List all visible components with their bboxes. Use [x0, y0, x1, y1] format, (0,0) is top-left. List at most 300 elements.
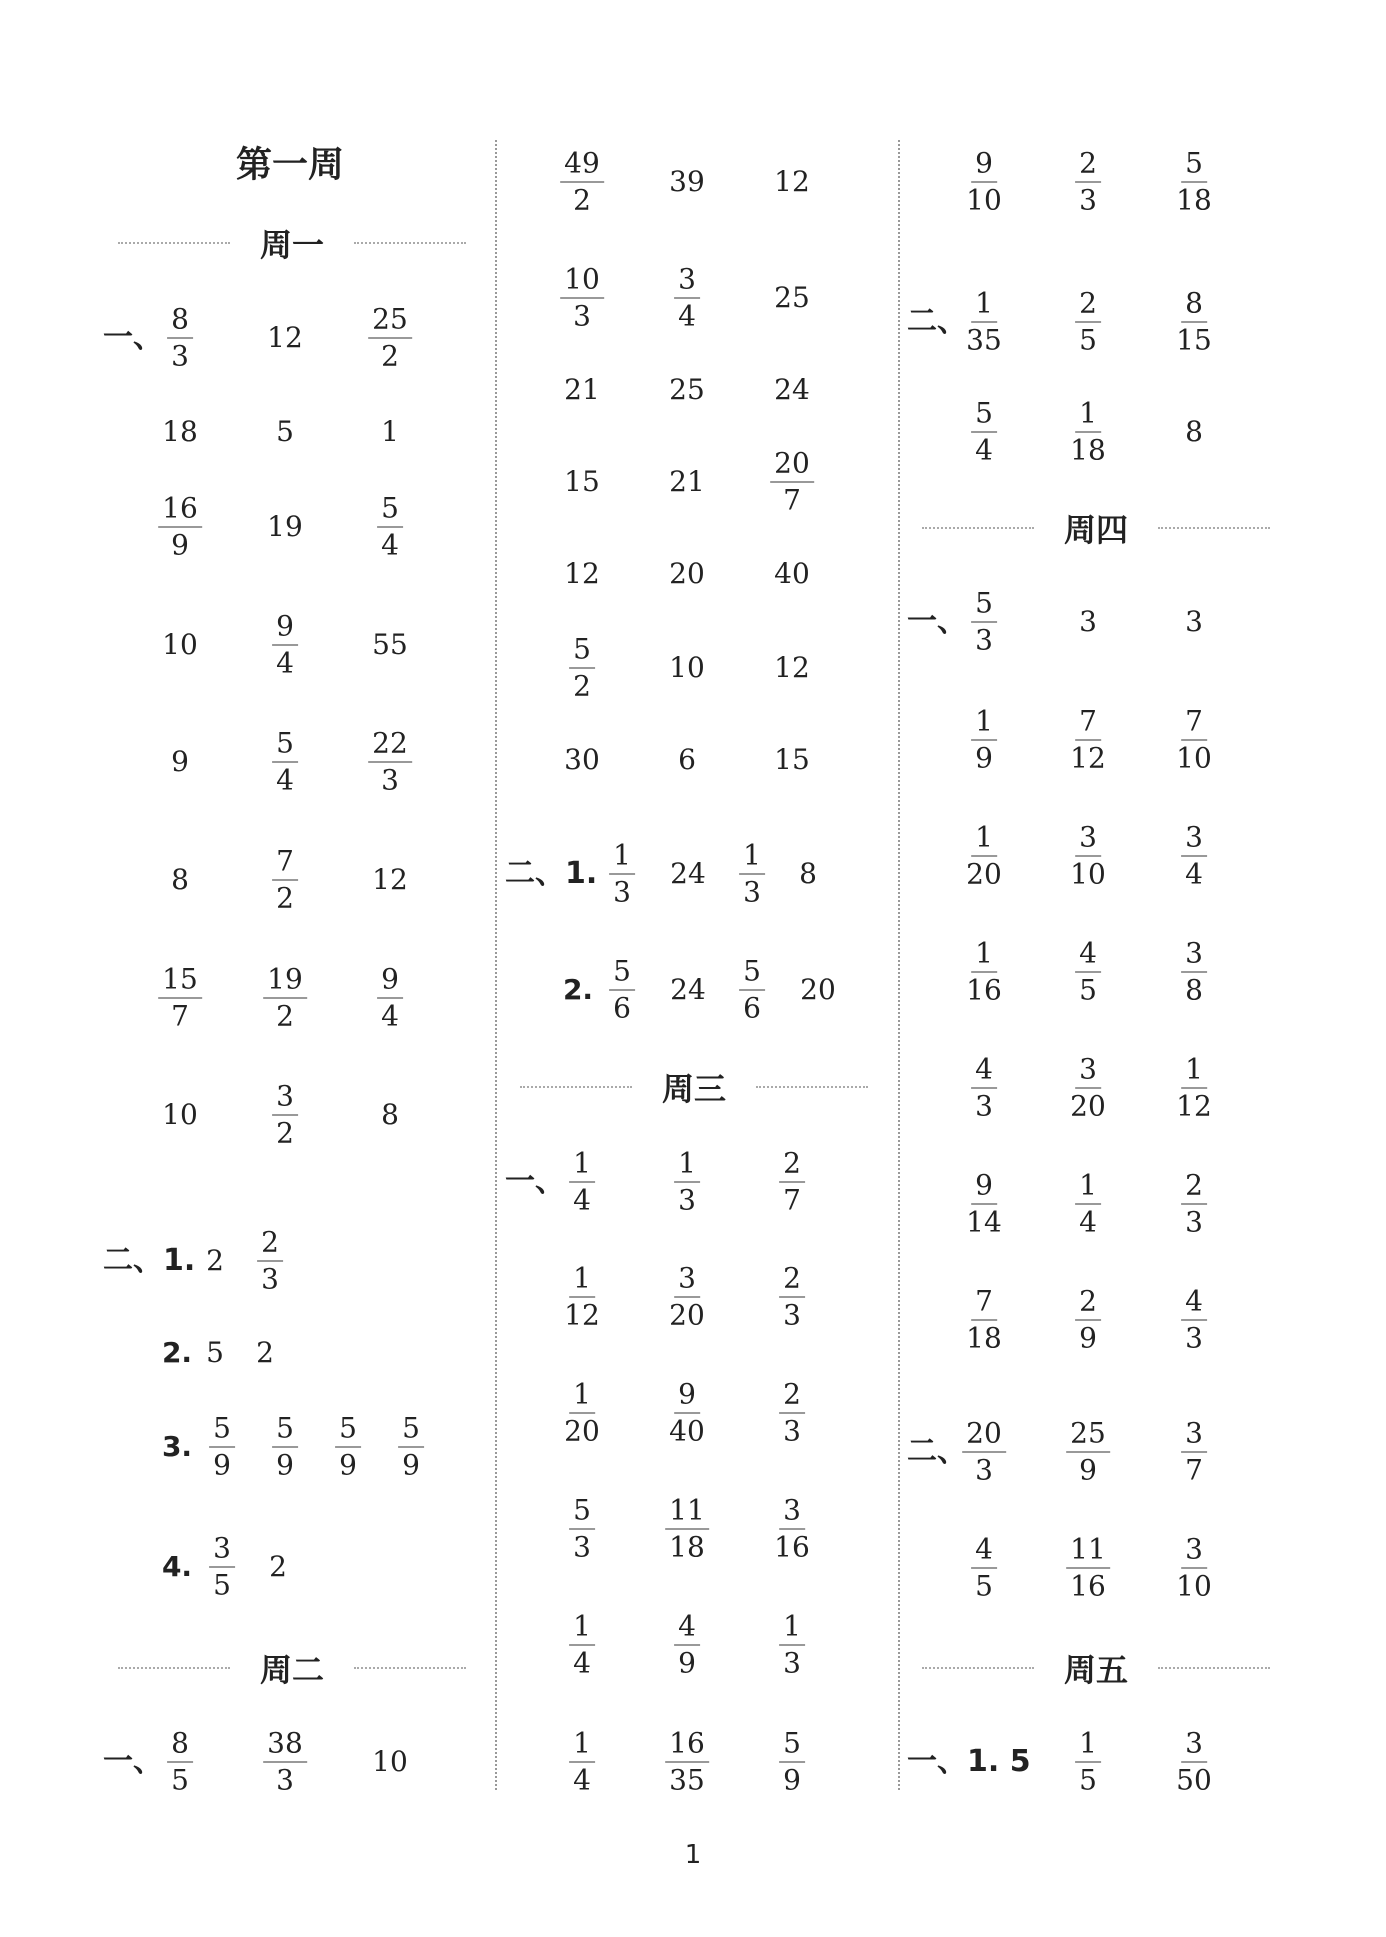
- fraction: [263, 962, 307, 1033]
- fraction: [674, 1146, 700, 1217]
- fraction: [1075, 1726, 1101, 1797]
- fraction: [272, 1411, 298, 1482]
- numerator: 5: [272, 730, 298, 763]
- numerator: 5: [609, 958, 635, 991]
- denominator: 4: [573, 1183, 591, 1217]
- numerator: 1: [1075, 1172, 1101, 1205]
- answer-value: 18: [162, 415, 198, 448]
- denominator: 40: [669, 1414, 705, 1448]
- denominator: 3: [613, 875, 631, 909]
- denominator: 3: [381, 763, 399, 797]
- fraction: [377, 962, 403, 1033]
- answer-value: 2: [269, 1550, 287, 1583]
- numerator: 3: [1075, 1056, 1101, 1089]
- numerator: 8: [167, 1730, 193, 1763]
- denominator: 9: [402, 1448, 420, 1482]
- numerator: 20: [770, 450, 814, 483]
- denominator: 18: [1070, 433, 1106, 467]
- fraction: [398, 1411, 424, 1482]
- answer-value: 10: [162, 1098, 198, 1131]
- denominator: 9: [1079, 1453, 1097, 1487]
- denominator: 3: [975, 1089, 993, 1123]
- numerator: 4: [1075, 940, 1101, 973]
- fraction: [609, 838, 635, 909]
- denominator: 4: [276, 763, 294, 797]
- denominator: 6: [743, 991, 761, 1025]
- answer-value: 12: [564, 557, 600, 590]
- fraction: [739, 838, 765, 909]
- numerator: 49: [560, 150, 604, 183]
- numerator: 1: [779, 1613, 805, 1646]
- section-header-mon: [118, 223, 466, 263]
- fraction: [272, 726, 298, 797]
- answer-value: 2: [256, 1336, 274, 1369]
- fraction: [739, 954, 765, 1025]
- answer-value: 12: [372, 863, 408, 896]
- denominator: 4: [381, 528, 399, 562]
- numerator: 5: [569, 1497, 595, 1530]
- fraction: [962, 820, 1006, 891]
- sub-number: 4.: [161, 1550, 193, 1583]
- section-label: 周一: [260, 226, 325, 264]
- denominator: 20: [669, 1298, 705, 1332]
- numerator: 4: [1181, 1288, 1207, 1321]
- numerator: 5: [739, 958, 765, 991]
- denominator: 4: [1185, 857, 1203, 891]
- denominator: 5: [1079, 973, 1097, 1007]
- fraction: [665, 1726, 709, 1797]
- denominator: 5: [213, 1568, 231, 1602]
- denominator: 2: [276, 1116, 294, 1150]
- fraction: [962, 1168, 1006, 1239]
- denominator: 4: [276, 646, 294, 680]
- fraction: [962, 1416, 1006, 1487]
- section-header-tue: [118, 1648, 466, 1688]
- numerator: 1: [971, 290, 997, 323]
- denominator: 7: [783, 1183, 801, 1217]
- denominator: 3: [975, 1453, 993, 1487]
- denominator: 20: [564, 1414, 600, 1448]
- numerator: 22: [368, 730, 412, 763]
- denominator: 4: [1079, 1205, 1097, 1239]
- answer-value: 9: [171, 745, 189, 778]
- section-header-fri: [922, 1648, 1270, 1688]
- denominator: 3: [783, 1298, 801, 1332]
- answer-value: 40: [774, 557, 810, 590]
- numerator: 9: [272, 613, 298, 646]
- numerator: 3: [1075, 824, 1101, 857]
- denominator: 4: [975, 433, 993, 467]
- denominator: 18: [966, 1321, 1002, 1355]
- numerator: 1: [609, 842, 635, 875]
- numerator: 1: [1075, 1730, 1101, 1763]
- denominator: 35: [669, 1763, 705, 1797]
- marker-one: 一、: [505, 1164, 565, 1199]
- numerator: 19: [263, 966, 307, 999]
- numerator: 5: [1181, 150, 1207, 183]
- denominator: 5: [171, 1763, 189, 1797]
- denominator: 10: [1070, 857, 1106, 891]
- fraction: [209, 1531, 235, 1602]
- denominator: 2: [573, 183, 591, 217]
- fraction: [1066, 1416, 1110, 1487]
- numerator: 3: [1181, 1730, 1207, 1763]
- denominator: 12: [1176, 1089, 1212, 1123]
- fraction: [569, 1609, 595, 1680]
- denominator: 2: [276, 881, 294, 915]
- answer-value: 21: [669, 465, 705, 498]
- answer-value: 15: [774, 743, 810, 776]
- fraction: [971, 1532, 997, 1603]
- answer-value: 5: [206, 1336, 224, 1369]
- numerator: 3: [674, 1265, 700, 1298]
- fraction: [779, 1609, 805, 1680]
- fraction: [674, 262, 700, 333]
- numerator: 1: [674, 1150, 700, 1183]
- fraction: [971, 586, 997, 657]
- fraction: [1075, 1168, 1101, 1239]
- numerator: 5: [971, 590, 997, 623]
- numerator: 20: [962, 1420, 1006, 1453]
- fraction: [770, 446, 814, 517]
- answer-value: 10: [372, 1745, 408, 1778]
- fraction: [779, 1377, 805, 1448]
- marker-one: 一、: [907, 604, 967, 639]
- denominator: 4: [381, 999, 399, 1033]
- numerator: 5: [398, 1415, 424, 1448]
- numerator: 1: [569, 1150, 595, 1183]
- answer-value: 30: [564, 743, 600, 776]
- numerator: 9: [971, 1172, 997, 1205]
- numerator: 1: [739, 842, 765, 875]
- numerator: 1: [569, 1381, 595, 1414]
- answer-value: 8: [799, 857, 817, 890]
- answer-value: 8: [171, 863, 189, 896]
- numerator: 3: [1181, 1420, 1207, 1453]
- denominator: 18: [669, 1530, 705, 1564]
- answer-value: 12: [267, 321, 303, 354]
- denominator: 9: [783, 1763, 801, 1797]
- fraction: [1181, 820, 1207, 891]
- fraction: [1181, 1416, 1207, 1487]
- denominator: 50: [1176, 1763, 1212, 1797]
- numerator: 2: [1075, 1288, 1101, 1321]
- fraction: [158, 962, 202, 1033]
- answer-value: 24: [670, 857, 706, 890]
- denominator: 2: [276, 999, 294, 1033]
- answer-value: 21: [564, 373, 600, 406]
- fraction: [1172, 1532, 1216, 1603]
- denominator: 16: [1070, 1569, 1106, 1603]
- denominator: 4: [678, 299, 696, 333]
- answer-value: 15: [564, 465, 600, 498]
- numerator: 8: [1181, 290, 1207, 323]
- numerator: 5: [272, 1415, 298, 1448]
- fraction: [560, 1261, 604, 1332]
- fraction: [779, 1261, 805, 1332]
- fraction: [1075, 146, 1101, 217]
- numerator: 3: [674, 266, 700, 299]
- answer-value: 8: [381, 1098, 399, 1131]
- numerator: 4: [971, 1536, 997, 1569]
- numerator: 7: [1181, 708, 1207, 741]
- answer-value: 25: [669, 373, 705, 406]
- marker-one: 一、: [103, 320, 163, 355]
- denominator: 5: [1079, 323, 1097, 357]
- fraction: [779, 1726, 805, 1797]
- fraction: [779, 1146, 805, 1217]
- denominator: 3: [975, 623, 993, 657]
- fraction: [1172, 1726, 1216, 1797]
- denominator: 4: [573, 1646, 591, 1680]
- fraction: [1066, 704, 1110, 775]
- fraction: [665, 1377, 709, 1448]
- numerator: 7: [971, 1288, 997, 1321]
- answer-value: 24: [774, 373, 810, 406]
- numerator: 5: [779, 1730, 805, 1763]
- fraction: [674, 1609, 700, 1680]
- page-title: 第一周: [235, 144, 345, 186]
- numerator: 25: [1066, 1420, 1110, 1453]
- answer-value: 1: [381, 415, 399, 448]
- answer-value: 10: [669, 651, 705, 684]
- fraction: [1172, 704, 1216, 775]
- denominator: 3: [171, 339, 189, 373]
- denominator: 3: [783, 1414, 801, 1448]
- denominator: 3: [276, 1763, 294, 1797]
- denominator: 20: [966, 857, 1002, 891]
- fraction: [1075, 286, 1101, 357]
- numerator: 3: [1181, 940, 1207, 973]
- numerator: 1: [971, 940, 997, 973]
- fraction: [1181, 1168, 1207, 1239]
- numerator: 38: [263, 1730, 307, 1763]
- fraction: [272, 844, 298, 915]
- numerator: 9: [377, 966, 403, 999]
- numerator: 1: [569, 1730, 595, 1763]
- denominator: 3: [783, 1646, 801, 1680]
- numerator: 2: [257, 1229, 283, 1262]
- numerator: 2: [1181, 1172, 1207, 1205]
- fraction: [368, 302, 412, 373]
- column-divider-2: [898, 140, 900, 1790]
- numerator: 2: [779, 1265, 805, 1298]
- numerator: 25: [368, 306, 412, 339]
- numerator: 3: [1181, 824, 1207, 857]
- fraction: [609, 954, 635, 1025]
- numerator: 16: [158, 495, 202, 528]
- answer-value: 20: [800, 973, 836, 1006]
- numerator: 1: [1075, 400, 1101, 433]
- fraction: [569, 1146, 595, 1217]
- numerator: 7: [272, 848, 298, 881]
- marker-one-1-5: 一、1. 5: [907, 1744, 1031, 1779]
- page-number: 1: [684, 1840, 702, 1870]
- denominator: 9: [339, 1448, 357, 1482]
- section-label: 周二: [260, 1651, 325, 1689]
- fraction: [962, 936, 1006, 1007]
- numerator: 3: [209, 1535, 235, 1568]
- denominator: 3: [573, 299, 591, 333]
- numerator: 1: [569, 1613, 595, 1646]
- numerator: 16: [665, 1730, 709, 1763]
- answer-value: 39: [669, 165, 705, 198]
- fraction: [1075, 936, 1101, 1007]
- denominator: 3: [678, 1183, 696, 1217]
- section-label: 周五: [1064, 1651, 1129, 1689]
- denominator: 5: [1079, 1763, 1097, 1797]
- fraction: [1181, 936, 1207, 1007]
- fraction: [560, 1377, 604, 1448]
- fraction: [1066, 396, 1110, 467]
- fraction: [665, 1493, 709, 1564]
- numerator: 1: [1181, 1056, 1207, 1089]
- denominator: 10: [1176, 741, 1212, 775]
- fraction: [1172, 146, 1216, 217]
- denominator: 12: [564, 1298, 600, 1332]
- denominator: 10: [966, 183, 1002, 217]
- answer-value: 20: [669, 557, 705, 590]
- denominator: 9: [1079, 1321, 1097, 1355]
- fraction: [209, 1411, 235, 1482]
- denominator: 7: [1185, 1453, 1203, 1487]
- answer-value: 12: [774, 651, 810, 684]
- fraction: [569, 1493, 595, 1564]
- denominator: 3: [1185, 1205, 1203, 1239]
- numerator: 4: [674, 1613, 700, 1646]
- denominator: 3: [1185, 1321, 1203, 1355]
- denominator: 20: [1070, 1089, 1106, 1123]
- answer-value: 3: [1185, 605, 1203, 638]
- section-label: 周三: [662, 1070, 727, 1108]
- numerator: 5: [971, 400, 997, 433]
- answer-value: 12: [774, 165, 810, 198]
- fraction: [335, 1411, 361, 1482]
- answer-value: 24: [670, 973, 706, 1006]
- fraction: [1172, 1052, 1216, 1123]
- denominator: 15: [1176, 323, 1212, 357]
- answer-value: 19: [267, 510, 303, 543]
- fraction: [569, 632, 595, 703]
- denominator: 12: [1070, 741, 1106, 775]
- fraction: [971, 396, 997, 467]
- marker-two: 二、: [907, 1434, 967, 1469]
- answer-value: 5: [276, 415, 294, 448]
- numerator: 3: [1181, 1536, 1207, 1569]
- denominator: 14: [966, 1205, 1002, 1239]
- fraction: [272, 1079, 298, 1150]
- numerator: 2: [779, 1381, 805, 1414]
- denominator: 18: [1176, 183, 1212, 217]
- numerator: 2: [779, 1150, 805, 1183]
- fraction: [263, 1726, 307, 1797]
- numerator: 10: [560, 266, 604, 299]
- section-label: 周四: [1064, 511, 1129, 549]
- fraction: [1181, 1284, 1207, 1355]
- answer-value: 10: [162, 628, 198, 661]
- numerator: 15: [158, 966, 202, 999]
- denominator: 2: [573, 669, 591, 703]
- answer-value: 25: [774, 281, 810, 314]
- fraction: [665, 1261, 709, 1332]
- answer-value: 8: [1185, 415, 1203, 448]
- numerator: 5: [209, 1415, 235, 1448]
- numerator: 9: [674, 1381, 700, 1414]
- denominator: 16: [966, 973, 1002, 1007]
- fraction: [167, 1726, 193, 1797]
- numerator: 1: [569, 1265, 595, 1298]
- sub-number: 3.: [161, 1430, 193, 1463]
- numerator: 9: [971, 150, 997, 183]
- fraction: [560, 262, 604, 333]
- denominator: 35: [966, 323, 1002, 357]
- fraction: [1172, 286, 1216, 357]
- numerator: 5: [377, 495, 403, 528]
- fraction: [167, 302, 193, 373]
- denominator: 8: [1185, 973, 1203, 1007]
- numerator: 3: [779, 1497, 805, 1530]
- answer-value: 3: [1079, 605, 1097, 638]
- numerator: 2: [1075, 290, 1101, 323]
- denominator: 9: [171, 528, 189, 562]
- fraction: [971, 1052, 997, 1123]
- marker-two-1: 二、1.: [103, 1243, 196, 1278]
- numerator: 7: [1075, 708, 1101, 741]
- denominator: 9: [678, 1646, 696, 1680]
- numerator: 1: [971, 824, 997, 857]
- fraction: [962, 146, 1006, 217]
- denominator: 16: [774, 1530, 810, 1564]
- denominator: 3: [573, 1530, 591, 1564]
- fraction: [1066, 1052, 1110, 1123]
- denominator: 7: [783, 483, 801, 517]
- fraction: [368, 726, 412, 797]
- denominator: 3: [261, 1262, 279, 1296]
- answer-value: 2: [206, 1244, 224, 1277]
- denominator: 9: [213, 1448, 231, 1482]
- numerator: 1: [971, 708, 997, 741]
- marker-two: 二、: [907, 304, 967, 339]
- denominator: 6: [613, 991, 631, 1025]
- sub-number: 2.: [562, 973, 594, 1006]
- fraction: [1075, 1284, 1101, 1355]
- fraction: [158, 491, 202, 562]
- fraction: [1066, 820, 1110, 891]
- fraction: [560, 146, 604, 217]
- numerator: 4: [971, 1056, 997, 1089]
- fraction: [1066, 1532, 1110, 1603]
- numerator: 5: [335, 1415, 361, 1448]
- denominator: 2: [381, 339, 399, 373]
- numerator: 8: [167, 306, 193, 339]
- denominator: 7: [171, 999, 189, 1033]
- denominator: 4: [573, 1763, 591, 1797]
- sub-number: 2.: [161, 1336, 193, 1369]
- denominator: 10: [1176, 1569, 1212, 1603]
- fraction: [962, 286, 1006, 357]
- marker-two-1: 二、1.: [505, 856, 598, 891]
- denominator: 3: [743, 875, 761, 909]
- column-divider-1: [495, 140, 497, 1790]
- fraction: [770, 1493, 814, 1564]
- fraction: [377, 491, 403, 562]
- denominator: 9: [276, 1448, 294, 1482]
- numerator: 3: [272, 1083, 298, 1116]
- answer-value: 6: [678, 743, 696, 776]
- fraction: [257, 1225, 283, 1296]
- fraction: [962, 1284, 1006, 1355]
- marker-one: 一、: [103, 1744, 163, 1779]
